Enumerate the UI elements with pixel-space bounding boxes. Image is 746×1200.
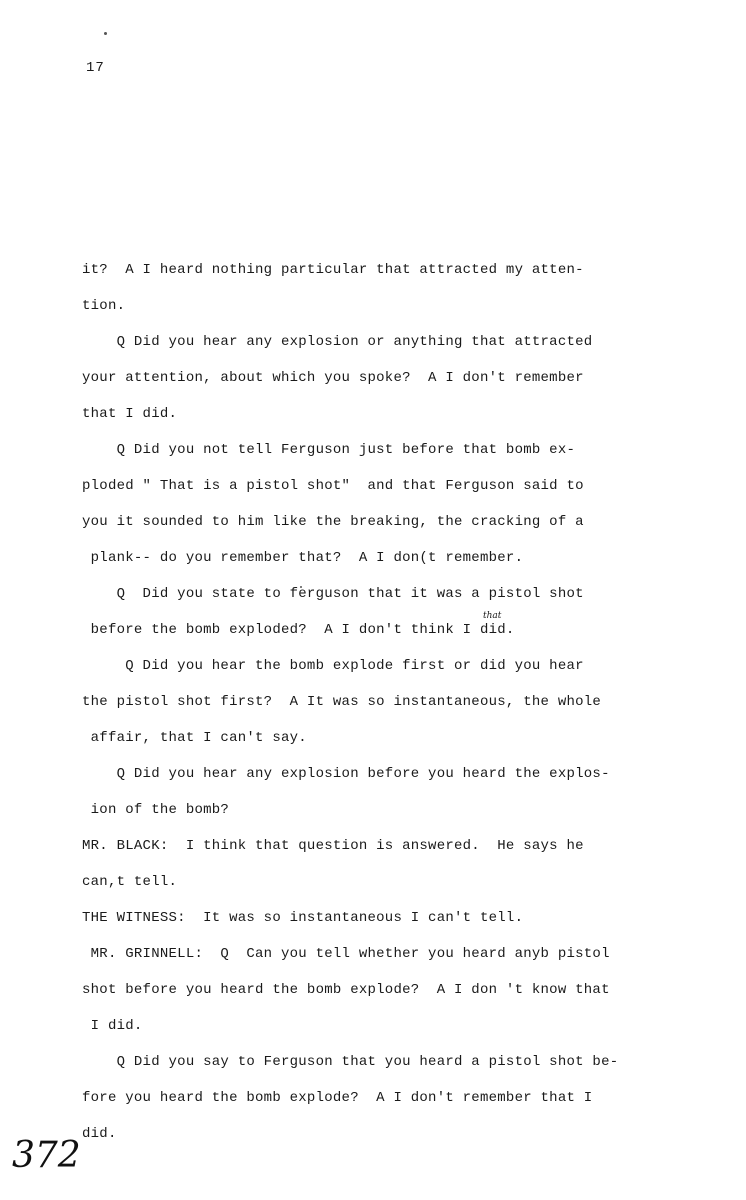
transcript-line: Q Did you not tell Ferguson just before that bomb ex-: [82, 442, 576, 458]
transcript-line: tion.: [82, 298, 126, 314]
transcript-line: MR. GRINNELL: Q Can you tell whether you heard anyb pistol: [82, 946, 610, 962]
transcript-line: Q Did you hear the bomb explode first or did you hear: [82, 658, 584, 674]
transcript-line: plank-- do you remember that? A I don(t remember.: [82, 550, 524, 566]
handwritten-insertion-note: that: [483, 611, 502, 621]
transcript-line: your attention, about which you spoke? A I don't remember: [82, 370, 584, 386]
transcript-line: that I did.: [82, 406, 178, 422]
transcript-line: it? A I heard nothing particular that attracted my atten-: [82, 262, 584, 278]
transcript-line: THE WITNESS: It was so instantaneous I can't tell.: [82, 910, 524, 926]
transcript-line: shot before you heard the bomb explode? A I don 't know that: [82, 982, 610, 998]
transcript-line: Q Did you say to Ferguson that you heard a pistol shot be-: [82, 1054, 619, 1070]
transcript-line: ion of the bomb?: [82, 802, 230, 818]
transcript-line: affair, that I can't say.: [82, 730, 307, 746]
transcript-line: I did.: [82, 1018, 143, 1034]
transcript-line: Q Did you hear any explosion before you heard the explos-: [82, 766, 610, 782]
transcript-line: did.: [82, 1126, 117, 1142]
transcript-line: fore you heard the bomb explode? A I don't remember that I: [82, 1090, 593, 1106]
transcript-line: you it sounded to him like the breaking, the cracking of a: [82, 514, 584, 530]
page-number: 17: [86, 60, 105, 76]
transcript-line: Q Did you state to ferguson that it was a pistol shot: [82, 586, 584, 602]
transcript-line: before the bomb exploded? A I don't think I did.: [82, 622, 515, 638]
handwritten-page-number: 372: [12, 1135, 81, 1176]
transcript-line: MR. BLACK: I think that question is answered. He says he: [82, 838, 584, 854]
transcript-line: ploded " That is a pistol shot" and that Ferguson said to: [82, 478, 584, 494]
transcript-line: can,t tell.: [82, 874, 178, 890]
transcript-line: Q Did you hear any explosion or anything that attracted: [82, 334, 593, 350]
transcript-line: the pistol shot first? A It was so instantaneous, the whole: [82, 694, 602, 710]
ink-speck: [104, 32, 107, 35]
